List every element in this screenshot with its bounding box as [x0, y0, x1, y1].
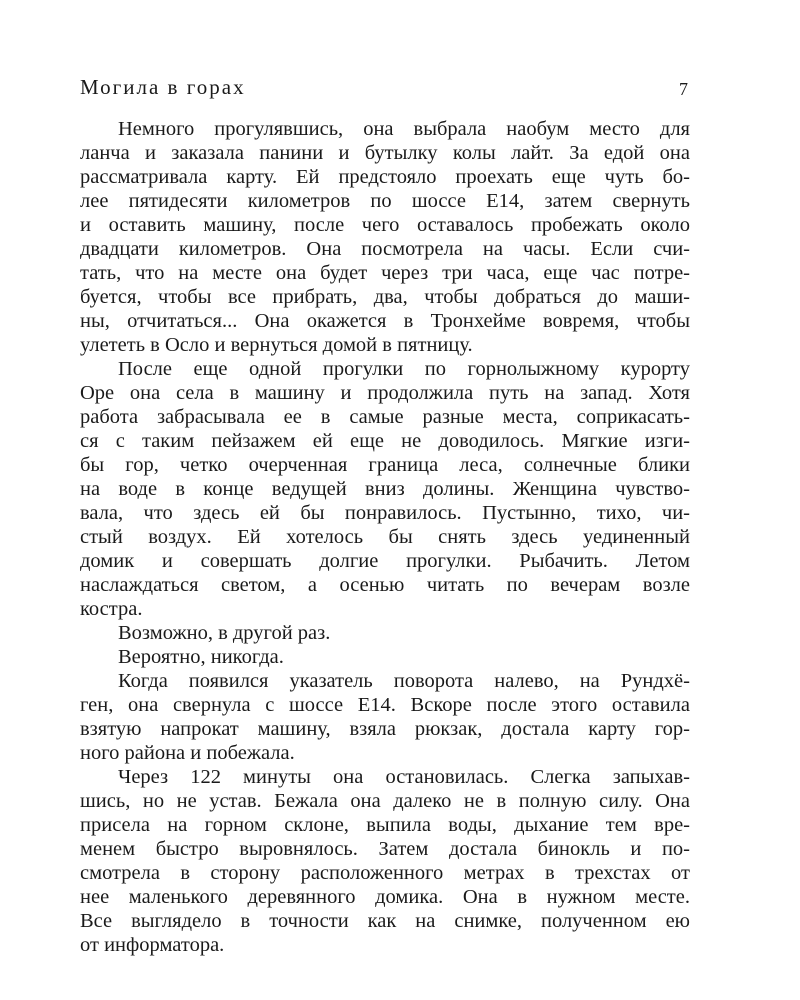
text-line: на воде в конце ведущей вниз долины. Женщина чувство- — [80, 478, 690, 500]
text-line: После еще одной прогулки по горнолыжному курорту — [118, 358, 690, 380]
text-line: тать, что на месте она будет через три часа, еще час потре- — [80, 262, 690, 284]
text-line: нее маленького деревянного домика. Она в нужном месте. — [80, 886, 690, 908]
text-line: вала, что здесь ей бы понравилось. Пустынно, тихо, чи- — [80, 502, 690, 524]
text-line: двадцати километров. Она посмотрела на часы. Если счи- — [80, 238, 690, 260]
text-line: Вероятно, никогда. — [118, 646, 284, 668]
text-line: и оставить машину, после чего оставалось пробежать около — [80, 214, 690, 236]
page-number: 7 — [679, 79, 688, 99]
text-line: менем быстро выровнялось. Затем достала бинокль и по- — [80, 838, 690, 860]
text-line: Немного прогулявшись, она выбрала наобум место для — [118, 118, 690, 140]
text-line: Через 122 минуты она остановилась. Слегка запыхав- — [118, 766, 690, 788]
text-line: Возможно, в другой раз. — [118, 622, 331, 644]
text-line: улететь в Осло и вернуться домой в пятницу. — [80, 334, 473, 356]
text-line: бы гор, четко очерченная граница леса, солнечные блики — [80, 454, 690, 476]
text-line: взятую напрокат машину, взяла рюкзак, достала карту гор- — [80, 718, 690, 740]
text-line: наслаждаться светом, а осенью читать по вечерам возле — [80, 574, 690, 596]
text-line: присела на горном склоне, выпила воды, дыхание тем вре- — [80, 814, 690, 836]
text-line: Оре она села в машину и продолжила путь на запад. Хотя — [80, 382, 690, 404]
text-line: от информатора. — [80, 934, 225, 956]
text-line: рассматривала карту. Ей предстояло проехать еще чуть бо- — [80, 166, 690, 188]
text-line: шись, но не устав. Бежала она далеко не в полную силу. Она — [80, 790, 690, 812]
running-head-title: Могила в горах — [80, 75, 246, 99]
text-line: ны, отчитаться... Она окажется в Тронхейме вовремя, чтобы — [80, 310, 690, 332]
text-line: ся с таким пейзажем ей еще не доводилось. Мягкие изги- — [80, 430, 690, 452]
text-line: домик и совершать долгие прогулки. Рыбачить. Летом — [80, 550, 690, 572]
text-line: работа забрасывала ее в самые разные места, соприкасать- — [80, 406, 690, 428]
text-line: костра. — [80, 598, 143, 620]
text-line: смотрела в сторону расположенного метрах в трехстах от — [80, 862, 690, 884]
text-line: лее пятидесяти километров по шоссе Е14, затем свернуть — [80, 190, 690, 212]
text-line: Все выглядело в точности как на снимке, полученном ею — [80, 910, 690, 932]
text-line: Когда появился указатель поворота налево, на Рундхё- — [118, 670, 690, 692]
text-line: ген, она свернула с шоссе Е14. Вскоре после этого оставила — [80, 694, 690, 716]
text-line: буется, чтобы все прибрать, два, чтобы добраться до маши- — [80, 286, 690, 308]
text-line: ланча и заказала панини и бутылку колы лайт. За едой она — [80, 142, 690, 164]
text-line: стый воздух. Ей хотелось бы снять здесь уединенный — [80, 526, 690, 548]
text-line: ного района и побежала. — [80, 742, 295, 764]
